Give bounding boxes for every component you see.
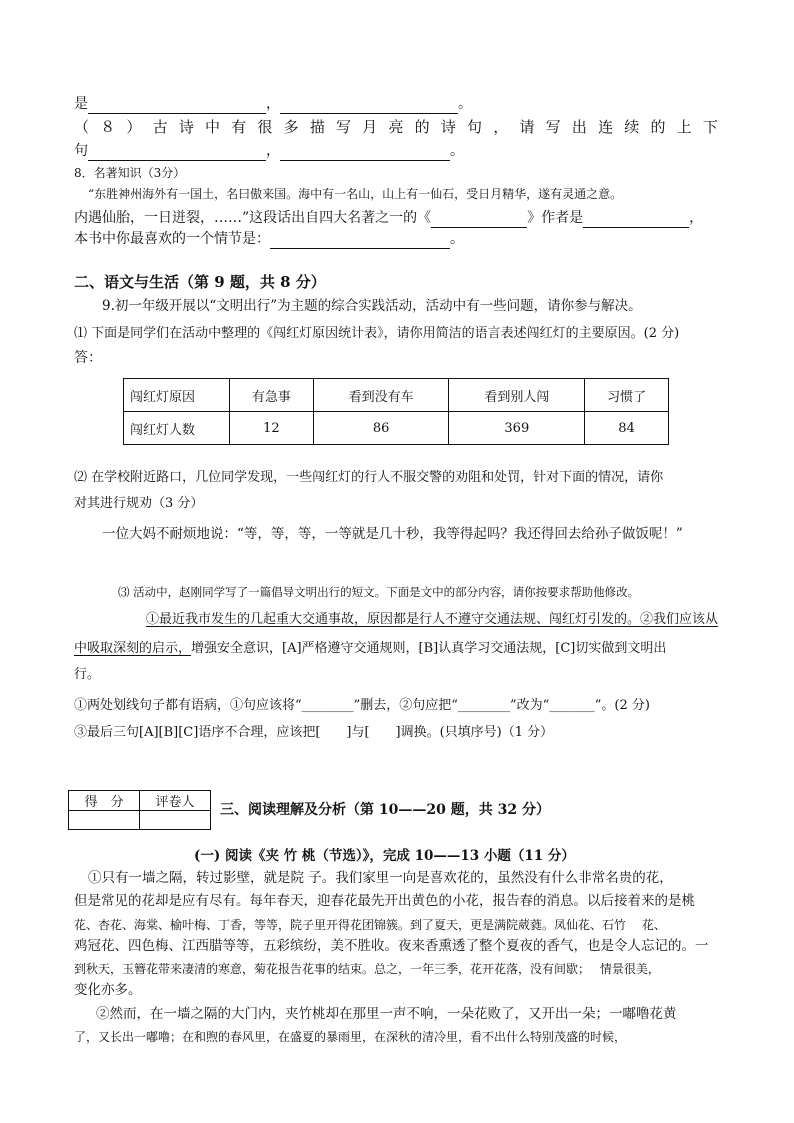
q9-part3-line1: [146, 610, 720, 630]
q8-line2-b: 》作者是: [527, 210, 584, 226]
q7-item8-char: 写: [336, 118, 352, 136]
q9-part3: ⑶ 活动中，赵刚同学写了一篇倡导文明出行的短文。下面是文中的部分内容，请你按要求帮助他修改。: [118, 585, 640, 599]
q8-line3-a: 本书中你最喜欢的一个情节是：: [74, 231, 270, 247]
table-cell: 看到没有车: [313, 379, 449, 412]
table-cell: 习惯了: [585, 379, 669, 412]
q7-line3: [74, 141, 720, 161]
q7-item8-char: 写: [545, 118, 561, 136]
q9-part3-line2: [74, 639, 720, 659]
q7-item8-char: 诗: [178, 118, 194, 136]
q9-part3-question1: ①两处划线句子都有语病，①句应该将“________”删去，②句应把“________”改为“_______”。(2 分): [74, 698, 650, 713]
q7-line3-sep: ，: [266, 143, 280, 159]
q9-part2-line1: ⑵ 在学校附近路口，几位同学发现，一些闯红灯的行人不服交警的劝阻和处罚，针对下面的情况，请你: [74, 470, 664, 485]
underlined-sentence-1: ①最近我市发生的几起重大交通事故，原因都是行人不遵守交通法规、闯红灯引发的。: [146, 612, 641, 627]
table-cell: 闯红灯人数: [124, 412, 230, 445]
q7-item8-char: 月: [362, 118, 378, 136]
q7-line1-prefix: 是: [74, 96, 88, 112]
q7-line3-prefix: 句: [74, 143, 88, 159]
section3-title: 三、阅读理解及分析（第 10——20 题，共 32 分）: [220, 802, 550, 818]
paragraph-line: ①只有一墙之隔，转过影壁，就是院 子。我们家里一向是喜欢花的，虽然没有什么非常名贵的花，: [88, 870, 673, 886]
paragraph-line: ②然而，在一墙之隔的大门内，夹竹桃却在那里一声不响，一朵花败了，又开出一朵；一嘟噜花黄: [96, 1006, 677, 1022]
table-cell: 12: [230, 412, 314, 445]
q9-part2-quote: 一位大妈不耐烦地说：“等，等，等，一等就是几十秒，我等得起吗？我还得回去给孙子做饭呢！”: [102, 526, 683, 542]
q7-item8-char: 多: [283, 118, 299, 136]
q8-line2-a: 内遇仙胎，一日迸裂，……”这段话出自四大名著之一的《: [74, 210, 432, 226]
paragraph-line: 了，又长出一嘟噜；在和煦的春风里，在盛夏的暴雨里，在深秋的清冷里，看不出什么特别茂盛的时候，: [74, 1030, 627, 1044]
q9-part2-line2: 对其进行规劝（3 分）: [74, 496, 204, 511]
score-box: [68, 790, 211, 830]
reading1-title: (一) 阅读《夹 竹 桃（节选）》，完成 10——13 小题（11 分）: [194, 848, 575, 864]
q7-item8-char: ８: [100, 118, 116, 136]
q7-item8-char: （: [74, 118, 90, 136]
score-input[interactable]: [69, 811, 140, 830]
answer-blank[interactable]: [270, 234, 450, 249]
q8-line2: [74, 208, 720, 228]
q9-part3-text: 增强安全意识，[A]严格遵守交通规则，[B]认真学习交通法规，[C]切实做到文明出: [191, 641, 667, 656]
table-cell: 86: [313, 412, 449, 445]
paragraph-line: 花、杏花、海棠、榆叶梅、丁香，等等，院子里开得花团锦簇。到了夏天，更是满院葳蕤。凤仙花、石竹 花、: [74, 918, 666, 932]
paragraph-line: 变化亦多。: [74, 982, 142, 998]
q7-item8-char: 的: [414, 118, 430, 136]
q9-intro: 9.初一年级开展以“文明出行”为主题的综合实践活动，活动中有一些问题，请你参与解决。: [102, 298, 642, 314]
q7-line1: [74, 94, 720, 114]
table-cell: 闯红灯原因: [124, 379, 230, 412]
table-row: [124, 412, 669, 445]
q7-line1-end: 。: [458, 96, 472, 112]
q9-part1: ⑴ 下面是同学们在活动中整理的《闯红灯原因统计表》，请你用简洁的语言表述闯红灯的主要原因。(2 分): [74, 326, 680, 341]
answer-blank[interactable]: [88, 146, 266, 161]
q7-item8-char: 句: [467, 118, 483, 136]
q7-item8-char: 下: [702, 118, 718, 136]
underlined-sentence-2-cont: 中吸取深刻的启示，: [74, 641, 192, 656]
q7-line1-sep: ，: [266, 96, 280, 112]
q7-item8-char: 出: [571, 118, 587, 136]
q8-line3: [74, 229, 720, 249]
grader-input[interactable]: [140, 811, 211, 830]
answer-label: 答：: [74, 350, 102, 366]
red-light-stat-table: [123, 378, 669, 445]
answer-blank[interactable]: [88, 99, 266, 114]
q7-item8-char: 中: [205, 118, 221, 136]
q8-line2-c: ，: [689, 210, 704, 226]
q7-item8-char: ，: [493, 118, 509, 136]
underlined-sentence-2: ②我们应该从: [640, 612, 719, 627]
q7-item8-char: 古: [152, 118, 168, 136]
q7-item8-char: 请: [519, 118, 535, 136]
q8-quote: “东胜神州海外有一国土，名曰傲来国。海中有一名山，山上有一仙石，受日月精华，遂有灵通之意。: [88, 187, 623, 201]
answer-blank[interactable]: [431, 213, 527, 228]
q7-item8-char: ）: [126, 118, 142, 136]
q7-line3-end: 。: [450, 143, 464, 159]
q7-item8-char: 有: [231, 118, 247, 136]
q7-item8-char: 诗: [440, 118, 456, 136]
q7-item8-char: 连: [598, 118, 614, 136]
q7-item8-char: 的: [650, 118, 666, 136]
paragraph-line: 鸡冠花、四色梅、江西腊等等，五彩缤纷，美不胜收。夜来香熏透了整个夏夜的香气，也是令人忘记的。一: [74, 938, 709, 954]
answer-blank[interactable]: [280, 146, 450, 161]
q9-part3-question2: ③最后三句[A][B][C]语序不合理，应该把[ ]与[ ]调换。(只填序号)（1 分）: [74, 725, 554, 740]
q8-title: 8．名著知识（3分）: [74, 166, 186, 180]
paragraph-line: 到秋天，玉簪花带来凄清的寒意，菊花报告花事的结束。总之，一年三季，花开花落，没有间歇； 情景很美，: [74, 962, 660, 976]
table-cell: 84: [585, 412, 669, 445]
section2-title: 二、语文与生活（第 9 题，共 8 分）: [74, 273, 326, 291]
q7-item8-char: 很: [257, 118, 273, 136]
table-cell: 看到别人闯: [449, 379, 585, 412]
table-cell: 有急事: [230, 379, 314, 412]
answer-blank[interactable]: [583, 213, 689, 228]
q7-item8-char: 描: [309, 118, 325, 136]
q7-item8-char: 亮: [388, 118, 404, 136]
table-header-row: [124, 379, 669, 412]
answer-blank[interactable]: [280, 99, 458, 114]
q9-part3-line3: 行。: [74, 667, 101, 682]
q7-item8-char: 上: [676, 118, 692, 136]
grader-label: 评卷人: [140, 791, 211, 811]
q7-item8-char: 续: [624, 118, 640, 136]
score-label: 得 分: [69, 791, 140, 811]
paragraph-line: 但是常见的花却是应有尽有。每年春天，迎春花最先开出黄色的小花，报告春的消息。以后接着来的是桃: [74, 893, 695, 909]
table-cell: 369: [449, 412, 585, 445]
q7-item8-line: [74, 117, 718, 137]
q8-line3-b: 。: [450, 231, 464, 247]
